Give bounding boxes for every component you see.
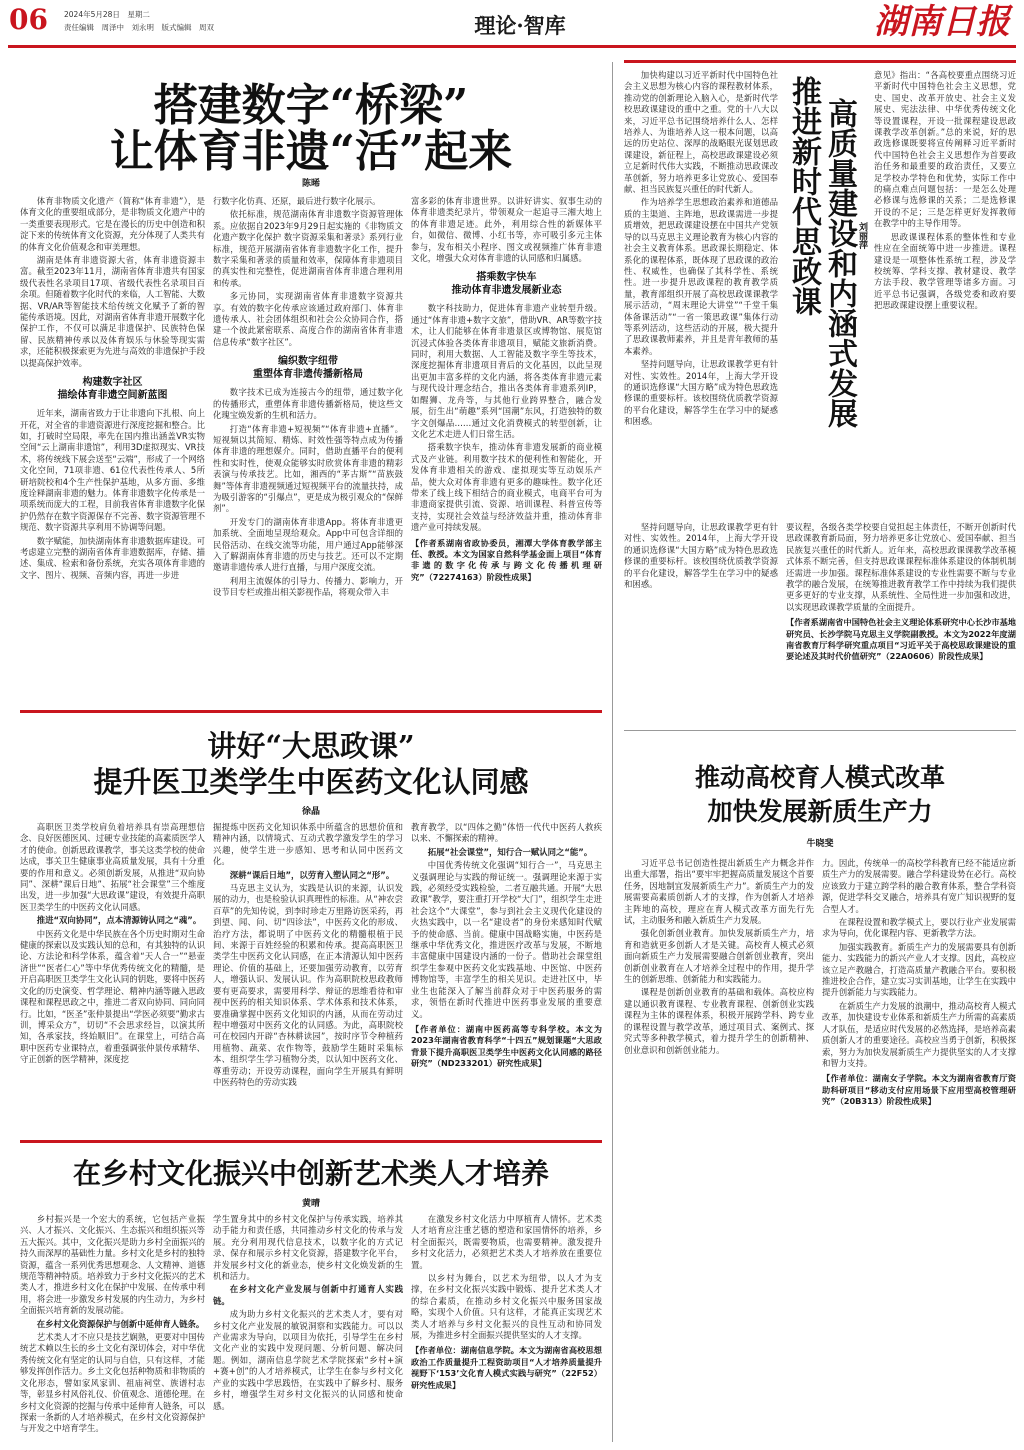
paragraph: 要议程，各级各类学校要自觉担起主体责任，不断开创新时代思政课教育新局面，努力培养更多让党放心、爱国奉献、担当民族复兴重任的时代新人。近年来，高校思政课课教学改革模式体系不断完善，但支持思政课课程标准体系建设的体制机制还需进一步加强。课程标准体系建设的专业性需要不断与专业教学的融合发展，在统筹推进教育教学工作中持续为我们提供更多更好的专业支撑，从系统性、全局性进一步加强和改进，以实现思政课教学质量的全面提升。 — [786, 522, 1016, 612]
article-title-line2: 提升医卫类学生中医药文化认同感 — [93, 765, 529, 799]
paragraph: 打造“体育非遗+短视频”“体育非遗+直播”。短视频以其简短、精炼、时效性强等特点成为传播体育非遗的理想媒介。同时，借助直播平台的便利性和实时性，使观众能够实时欣赏体育非遗的精彩表演与传承技艺。比如，湘西的“茅古斯”“苗族鼓舞”等体育非遗视频通过短视频平台的流量扶持，成为吸引游客的“引爆点”，更是成为极引观众的“保鲜剂”。 — [213, 423, 403, 514]
paragraph: 高职医卫类学校肩负着培养具有崇高理想信念、良好医德医风、过硬专业技能的高素质医学人才的使命。创新思政课教学，事关这类学校的使命达成，事关卫生健康事业高质量发展，具有十分重要的作用和意义。必须创新发展，从推进“双向协同”、深耕“课后日地”、拓展“社会课堂”三个维度出发，进一步加强“大思政课”建设，有效提升高职医卫类学生的中医药文化认同感。 — [20, 822, 205, 912]
paragraph: 多元协同，实现湖南省体育非遗数字资源共享。有效的数字化传承应该通过政府部门、体育非遗传承人、社会团体组织和社会公众协同合作，搭建一个彼此紧密联系、高度合作的湖南省体育非遗信息传承“数字社区”。 — [213, 291, 403, 347]
paragraph: 成为助力乡村文化振兴的艺术类人才，要有对乡村文化产业发展的敏锐洞察和实践能力。可以以产业需求为导向，以项目为依托，引导学生在乡村文化产业的实践中发现问题、分析问题、解决问题。例如，湖南信息学院艺术学院探索“乡村+演+赛+创”的人才培养模式，让学生在参与乡村文化产业的实践中学思践悟，在实践中了解乡村、服务乡村，增强学生对乡村文化振兴的认同感和使命感。 — [213, 1309, 403, 1411]
section-divider — [20, 1140, 602, 1143]
article-column — [786, 522, 1016, 722]
paragraph: 中国优秀传统文化强调“知行合一”，马克思主义强调理论与实践的辩证统一。强调理论来源于实践，必须经受实践检验，二者互融共通。开展“大思政课”教学，要注重打开学校“大门”，组织学生走进社会这个“大课堂”，参与到社会主义现代化建设的火热实践中，以一名“建设者”的身份来感知时代赋予的使命感、当前。健康中国战略实施，中医药是继承中华优秀文化，推进医疗改革与发展，不断地丰富健康中国建设内涵的一份子。借助社会课堂组织学生参观中医药文化实践基地、中医馆、中医药博物馆等，丰富学生的相关见识。走进社区中，毕业生也能深入了解当前群众对于中医药服务的需求，领悟在新时代推进中医药事业发展的重要意义。 — [411, 860, 602, 1019]
article-column — [624, 858, 814, 1442]
paragraph: 搭乘数字快车，推动体育非遗发展新的商业模式及产业链。利用数字技术的便利性和智能化，开发体育非遗相关的游戏、虚拟现实等互动娱乐产品，使大众对体育非遗有更多的趣味性。数字化还带来了线上线下相结合的商业模式，电商平台可为非遗商家提供引流、资源、培训课程、科普宣传等支持，实现社会效益与经济效益并重，推动体育非遗产业可持续发展。 — [411, 442, 602, 533]
paragraph: 乡村振兴是一个宏大的系统，它包括产业振兴、人才振兴、文化振兴、生态振兴和组织振兴等五大振兴。其中，文化振兴是助力乡村全面振兴的持久而深厚的基础性力量。乡村文化是乡村的独特资源，蕴含一系列优秀思想观念、人文精神、道德规范等精神特质。培养致力于乡村文化振兴的艺术类人才，推进乡村文化在保护中发展、在传承中利用，将会进一步激发乡村发展的内生动力，为乡村全面振兴培育新的发展动能。 — [20, 1214, 205, 1316]
article-author: 陈晞 — [301, 179, 320, 189]
article-column — [411, 822, 602, 1134]
author-note: 【作者系湖南省政协委员，湘潭大学体育教学部主任、教授。本文为国家自然科学基金面上项目“体育非遗的数字化传承与跨文化传播机理研究”（72274163）阶段性成果】 — [411, 537, 602, 582]
paragraph: 加快构建以习近平新时代中国特色社会主义思想为核心内容的课程教材体系，推动党的创新理论入脑入心，是新时代学校思政课建设的重中之重。党的十八大以来，习近平总书记围绕培养什么人、怎样培养人、为谁培养人这一根本问题，以高远的历史站位、深厚的战略眼光谋划思政课建设，新征程上，高校思政课建设必须立足新时代伟大实践，不断推动思政课改革创新，努力培养更多让党放心、爱国奉献、担当民族复兴重任的时代新人。 — [624, 70, 778, 195]
paragraph-lead: 在乡村文化资源保护与创新中延伸育人链条。 — [36, 1318, 205, 1329]
paragraph: 数字赋能，加快湖南体育非遗数据库建设。可考虑建立完整的湖南省体育非遗数据库，存储、描述、集成、检索和备份系统，充实各项体育非遗的文字、图片、视频、音频内容，再进一步进 — [20, 535, 205, 580]
paragraph: 富多彩的体育非遗世界。以讲好讲实、叙事生动的体育非遗类纪录片，带领观众一起追寻三湘大地上的体育非遗足迹。此外，利用综合性的新媒体平台，如微信、微博、小红书等，亦可吸引多元主体参与，发布相关小程序、图文或视频推广体育非遗文化，增强大众对体育非遗的认同感和归属感。 — [411, 196, 602, 264]
paragraph: 中医药文化是中华民族在各个历史时期对生命健康的探索以及实践认知的总和，有其独特的认识论、方法论和科学体系，蕴含着“天人合一”“悬壶济世”“医者仁心”等中华优秀传统文化的精髓，是开启高职医卫类学生文化认同的钥匙，要将中医药文化的历史演变、哲学理论、精神内涵等融入思政课程和课程思政之中，推进二者双向协同、同向同行。比如，“医圣”张仲景提出“学医必须要”勤求古训，博采众方”，切切“不会思求经旨，以演其所知，各承家技，终始顺旧”。在课堂上，可结合高职中医药专业课特点，着重强调张仲景传承精华、守正创新的医学精神，深度挖 — [20, 928, 205, 1065]
author-note: 【作者单位：湖南中医药高等专科学校。本文为2023年湖南省教育科学“十四五”规划课题“大思政背景下提升高职医卫类学生中医药文化认同感的路径研究”（ND233201）研究性成果】 — [411, 1023, 602, 1069]
masthead-rule — [8, 45, 1016, 48]
article-title-vertical-1: 推进新时代思政课 — [786, 76, 821, 316]
paragraph-lead: 拓展“社会课堂”，知行合一赋认同之“能”。 — [427, 846, 593, 857]
paragraph: 坚持问题导向，让思政课教学更有针对性、实效性。2014年，上海大学开设的通识选修课“大国方略”成为特色思政选修课的重要标杆。该校围绕优质教学资源的平台化建设，解答学生在学习中的疑惑和困惑。 — [624, 522, 778, 590]
paragraph: 体育非物质文化遗产（简称“体育非遗”），是体育文化的重要组成部分，是非物质文化遗产中的一类重要表现形式。它是在漫长的历史中创造和积淀下来的传统体育文化资源，充分体现了人类共有的体育文化价值观念和审美理想。 — [20, 196, 205, 252]
article-column — [20, 822, 205, 1134]
article-title-line1: 搭建数字“桥梁” — [153, 80, 469, 131]
paragraph: 数字技术已成为连接古今的纽带，通过数字化的传播形式，重塑体育非遗传播新格局，使这些文化瑰宝焕发新的生机和活力。 — [213, 387, 403, 421]
article-column — [20, 196, 205, 706]
author-note: 【作者单位：湖南信息学院。本文为湖南省高校思想政治工作质量提升工程资助项目“人才培养质量提升视野下‘153’文化育人模式实践与研究”（22F52）研究性成果】 — [411, 1345, 602, 1390]
article-column — [822, 858, 1016, 1442]
paragraph: 在激发乡村文化活力中厚植育人情怀。艺术类人才培育应注重艺德的塑造和家国情怀的培养，乡村全面振兴，既需要物质，也需要精神。激发提升乡村文化活力，必须把艺术类人才培养放在重要位置。 — [411, 1214, 602, 1270]
paragraph: 强化创新创业教育。加快发展新质生产力，培育和造就更多创新人才是关键。高校育人模式必须面向新质生产力发展需要融合创新创业教育，突出创新创业教育在人才培养全过程中的作用，提升学生的创新思维、创新能力和实践能力。 — [624, 928, 814, 985]
author-note: 【作者系湖南省中国特色社会主义理论体系研究中心长沙市基地研究员、长沙学院马克思主义学院副教授。本文为2022年度湖南省教育厅科学研究重点项目“习近平关于高校思政课建设的重要论述及其时代价值研究”（22A0606）阶段性成果】 — [786, 617, 1016, 662]
article-column — [213, 196, 403, 706]
article-title: 在乡村文化振兴中创新艺术类人才培养 — [72, 1157, 549, 1190]
paragraph: 湖南是体育非遗资源大省，体育非遗资源丰富。截至2023年11月，湖南省体育非遗共有国家级代表性名录项目17项、省级代表性名录项目百余项。但随着数字化时代的来临，人工智能、大数据、VR/AR等智能技术给传统文化赋予了新的智能传承语境。因此，对湖南省体育非遗开展数字化保护工作，不仅可以满足非遗保护、民族特色保留、民族精神传承以及体育娱乐与休验等现实需求，还能积极探索更为先进与高效的非遗保护手段以提高保护效率。 — [20, 255, 205, 368]
subheading: 搭乘数字快车 推动体育非遗发展新业态 — [451, 272, 562, 297]
paragraph: 艺术类人才不应只是技艺娴熟，更要对中国传统艺术赖以生长的乡土文化有深切体会，对中华优秀传统文化有坚定的认同与自信，只有这样，才能够发挥创作活力。乡土文化包括种物质和非物质的文化形态，譬如家风家训、祖庙祠堂、族谱村志等，彰显乡村风俗礼仪、价值观念、道德伦理。在乡村文化资源的挖掘与传承中延伸育人链条，可以探索一条新的人才培养模式，在乡村文化资源保护与开发之中培育学生。 — [20, 1332, 205, 1434]
article-author: 徐晶 — [301, 807, 320, 817]
paragraph: 以乡村为舞台，以艺术为纽带，以人才为支撑，在乡村文化振兴实践中锻炼、提升艺术类人才的综合素质，在推动乡村文化振兴中服务国家战略，实现个人价值。只有这样，才能真正实现艺术类人才培养与乡村文化振兴的良性互动和协同发展，为推进乡村全面振兴提供坚实的人才支撑。 — [411, 1273, 602, 1341]
article-column — [411, 196, 602, 706]
paragraph: 思政课课程体系的整体性和专业性应在全面统筹中进一步推进。课程建设是一项整体性系统工程，涉及学校统筹、学科支撑、教材建设、教学方法手段、教学管理等诸多方面。习近平总书记强调，各级党委和政府要把思政课建设摆上重要议程。 — [874, 231, 1016, 311]
article-title-line1: 推动高校育人模式改革 — [694, 763, 945, 792]
paragraph: 马克思主义认为，实践是认识的来源，认识发展的动力，也是检验认识真理性的标准。从“神农尝百草”的先知传说，到李时珍走万里路访医采药，再到望、闻、问、切“四诊法”，中医药文化的形成、治疗方法，都说明了中医药文化的精髓根植于民间、来源于百姓经验的积累和传承。提高高职医卫类学生中医药文化认同感，在正本清源认知中医药理论、价值的基础上，还要加强劳动教育，以劳育人，增强认识、发展认识。作为高职院校思政教师要有更高要求，需要用科学、辩证的思维看待和审视中医药的相关知识体系、学术体系和技术体系，要准确掌握中医药文化知识的内涵，从而在劳动过程中增强对中医药文化的认同感。为此，高职院校可在校园内开辟“杏林耕读园”，按时序节令种植药用植物、蔬菜、农作物等，鼓励学生随时采集标本、组织学生学习植物分类，以认知中医药文化、尊重劳动；开设劳动课程，面向学生开展具有鲜明中医药特色的劳动实践 — [213, 883, 403, 1087]
article-title-vertical-2: 高质量建设和内涵式发展 — [822, 98, 857, 428]
paragraph: 教育教学，以“四体之勤”体悟一代代中医药人救疾以来、不懈探索的精神。 — [411, 822, 602, 844]
article-column — [874, 70, 1016, 522]
subheading: 编织数字纽带 重塑体育非遗传播新格局 — [253, 356, 363, 381]
paragraph: 课程是创新创业教育的基础和载体。高校应构建以通识教育课程、专业教育课程、创新创业实践课程为主体的课程体系，积极开展跨学科、跨专业的课程设置与教学改革，通过项目式、案例式、探究式等多种教学模式，着力提升学生的创新精神、创业意识和创新创业能力。 — [624, 987, 814, 1055]
paragraph: 开发专门的湖南体育非遗App。将体育非遗更加系统、全面地呈现给观众。App中可包含详细的民俗活动、在线交流等功能，用户通过App能够深入了解湖南体育非遗的历史与技艺。还可以不定期邀请非遗传承人进行直播，与用户深度交流。 — [213, 516, 403, 573]
article-author: 牛晓斐 — [806, 839, 834, 849]
paragraph: 力。因此，传统单一的高校学科教育已经不能适应新质生产力的发展需要。融合学科建设势在必行。高校应该致力于建立跨学科的融合教育体系，整合学科资源，促进学科交叉融合，培养具有宽广知识视野的复合型人才。 — [822, 858, 1016, 914]
article-column — [213, 822, 403, 1134]
article-column — [20, 1214, 205, 1440]
newspaper-logo: 湖南日报 — [874, 2, 1010, 42]
article-column — [624, 70, 778, 522]
paragraph: 行数字化仿真、还原，最后进行数字化展示。 — [213, 196, 381, 206]
paragraph: 依托标准，规范湖南体育非遗数字资源管理体系。应依据自2023年9月29日起实施的《非物质文化遗产数字化保护 数字资源采集和著录》系列行业标准，规范开展湖南省体育非遗数字化工作，提升数字采集和著录的质量和效率，保障体育非遗项目的真实性和完整性，促进湖南省体育非遗合理利用和传承。 — [213, 209, 403, 288]
paragraph: 学生置身其中的乡村文化保护与传承实践，培养其动手能力和责任感，共同推动乡村文化的传承与发展。充分利用现代信息技术，以数字化的方式记录、保存和展示乡村文化资源，搭建数字化平台，并发展乡村文化的新业态，使乡村文化焕发新的生机和活力。 — [213, 1214, 403, 1282]
section-divider — [20, 710, 602, 713]
paragraph: 加强实践教育。新质生产力的发展需要具有创新能力、实践能力的新兴产业人才支撑。因此，高校应该立足产教融合，打造高质量产教融合平台。要积极推进校企合作，建立实习实训基地，让学生在实践中提升创新能力与实践能力。 — [822, 941, 1016, 998]
paragraph: 利用主流媒体的引导力、传播力、影响力，开设节目专栏或推出相关影视作品，将观众带入丰 — [213, 575, 403, 598]
section-title: 理论·智库 — [474, 13, 566, 38]
article-column — [411, 1214, 602, 1440]
article-title-line1: 讲好“大思政课” — [207, 729, 415, 763]
article-column — [213, 1214, 403, 1440]
paragraph: 坚持问题导向，让思政课教学更有针对性、实效性。2014年，上海大学开设的通识选修课“大国方略”成为特色思政选修课的重要标杆。该校围绕优质教学资源的平台化建设，解答学生在学习中的疑惑和困惑。 — [624, 359, 778, 427]
headline-rule — [624, 60, 1016, 63]
subheading: 构建数字社区 描绘体育非遗空间新蓝图 — [57, 377, 168, 402]
issue-date: 2024年5月28日 星期二 — [64, 10, 150, 19]
page-number: 06 — [9, 3, 48, 36]
paragraph: 在课程设置和教学模式上，要以行业产业发展需求为导向，优化课程内容、更新教学方法。 — [822, 917, 1016, 939]
article-author: 刘丽萍 — [857, 222, 867, 249]
paragraph: 数字科技助力，促进体育非遗产业转型升级。通过“体育非遗+数字文旅”，借助VR、AR等数字技术，让人们能够在体育非遗景区或博物馆、展览馆沉浸式体验各类体育非遗项目，赋能文旅新消费。同时，利用大数据、人工智能及数字孪生等技术，深度挖掘体育非遗项目背后的文化基因，以此呈现出更加丰富多样的文化内涵，将各类体育非遗元素与现代设计理念结合，推出各类体育非遗系列IP，如醒狮、龙舟等，与其他行业跨界整合，融合发展，衍生出“萌趣”系列“国潮”东风，打造独特的数字文创爆品……通过文化消费模式的转型创新，让文化艺术走进人们日常生活。 — [411, 303, 602, 439]
paragraph: 在新质生产力发展的浪潮中，推动高校育人模式改革，加快建设专业体系和新质生产力所需的高素质人才队伍，是适应时代发展的必然选择，是培养高素质创新人才的重要途径。高校应当勇于创新，积极探索，努力为加快发展新质生产力提供坚实的人才支撑和智力支持。 — [822, 1000, 1016, 1068]
paragraph: 习近平总书记创造性提出新质生产力概念并作出重大部署，指出“要牢牢把握高质量发展这个首要任务，因地制宜发展新质生产力”。新质生产力的发展需要高素质创新人才的支撑，作为创新人才培养主阵地的高校，理应在育人模式改革方面先行先试，主动服务和融入新质生产力发展。 — [624, 858, 814, 926]
editors-line: 责任编辑 周泽中 刘永明 版式编辑 周双 — [64, 23, 214, 32]
article-column — [624, 522, 778, 722]
paragraph-lead: 深耕“课后日地”，以劳育入塑认同之“形”。 — [229, 869, 395, 880]
article-title-line2: 加快发展新质生产力 — [707, 797, 933, 826]
paragraph: 意见》指出：“各高校要重点围绕习近平新时代中国特色社会主义思想，党史、国史、改革开放史、社会主义发展史、宪法法律、中华优秀传统文化等设置课程，开设一批课程建设思政课教学改革创新。”总的来说，好的思政选修课既要将宣传阐释习近平新时代中国特色社会主义思想作为首要政治任务和最重要的政治责任，又要立足学校办学特色和优势，实际工作中的痛点难点问题包括：一是怎么处理必修课与选修课的关系；二是选修课开设的不足；三是怎样更好发挥教师在教学中的主导作用等。 — [874, 70, 1016, 229]
paragraph: 作为培养学生思想政治素养和道德品质的主渠道、主阵地，思政课需进一步提质增效，把思政课建设摆在中国共产党领导的以马克思主义理论教育为核心内容的社会主义教育体系。思政课长期稳定、体系化的课程体系，既体现了思政课的政治性、权威性，也确保了其科学性、系统性。进一步提升思政课程的教育教学质量，教育部组织开展了高校思政课课教学展示活动，“周末理论大讲堂”“千堂千集体备课活动”“一省一策思政课”集体行动等系列活动，这些活动的开展，极大提升了思政课教师素养，并且是青年教师的基本素养。 — [624, 197, 778, 356]
column-separator — [612, 62, 613, 1442]
author-note: 【作者单位：湖南女子学院。本文为湖南省教育厅资助科研项目“移动支付应用场景下应用型高校管理研究”（20B313）阶段性成果】 — [822, 1073, 1016, 1107]
article-title-line2: 让体育非遗“活”起来 — [109, 126, 513, 177]
paragraph: 近年来，湖南省致力于让非遗向下扎根、向上开花，对全省的非遗资源进行深度挖掘和整合。比如，打破时空局限，率先在国内推出涵盖VR实物空间“云上湖南非遗馆”，利用3D虚拟现实、VR技术，将传统线下展会送至“云端”，形成了一个网络文化空间，71项非遗、61位代表性传承人、5所研培院校和4个生产性保护基地，从多方面、多维度诠释湖南非遗的魅力。体育非遗数字化传承是一项系统而庞大的工程，目前我省体育非遗数字化保护仍然存在数字资源保存不完善、数字资源管理不规范、数字资源共享利用不协调等问题。 — [20, 408, 205, 533]
article-author: 黄晴 — [301, 1199, 320, 1209]
section-divider — [624, 730, 1016, 731]
paragraph-lead: 推进“双向协同”，点本清源铸认同之“魂”。 — [36, 915, 202, 926]
paragraph: 掘提炼中医药文化知识体系中所蕴含的思想价值和精神内涵，以情境式、互动式教学激发学生的学习兴趣，使学生进一步感知、思考和认同中医药文化。 — [213, 822, 403, 867]
paragraph-group — [20, 196, 205, 369]
paragraph-lead: 在乡村文化产业发展与创新中打通育人实践链。 — [213, 1284, 403, 1306]
